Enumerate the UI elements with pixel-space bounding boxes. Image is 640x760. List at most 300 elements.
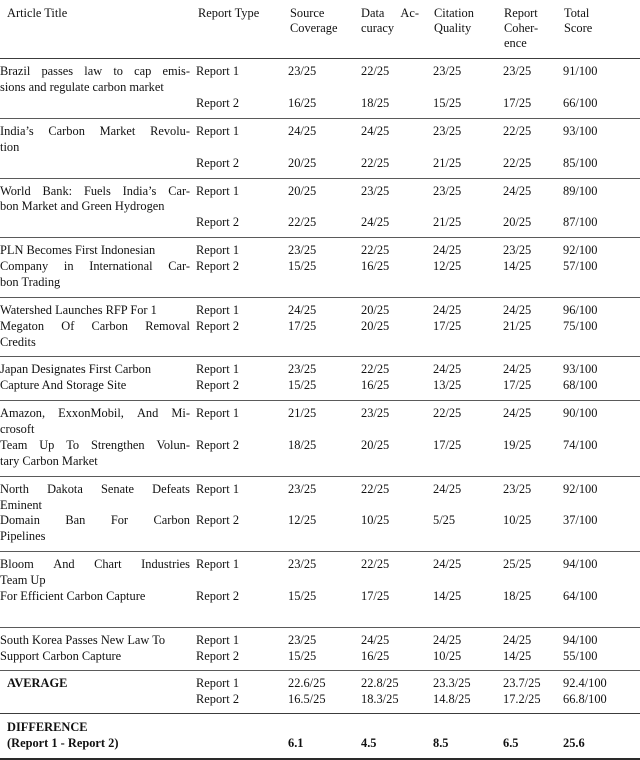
cell-report-coherence	[503, 401, 563, 477]
cell-average-label: AVERAGE	[7, 676, 68, 691]
cell-total-score	[563, 552, 640, 627]
title-word: World	[0, 183, 31, 198]
data-accuracy-spacer	[361, 80, 427, 96]
title-line: bon Market and Green Hydrogen	[0, 199, 165, 214]
cell-article-title	[0, 357, 196, 401]
title-word: Company	[0, 259, 49, 274]
total-score-report1: 93/100	[563, 362, 598, 377]
citation-quality-report2: 12/25	[433, 259, 462, 274]
cell-report-type	[196, 627, 288, 671]
source-coverage-report2: 15/25	[288, 378, 317, 393]
report-type-report2: Report 2	[196, 588, 240, 603]
cell-difference-source-coverage	[288, 714, 361, 758]
source-coverage-report1: 24/25	[288, 123, 317, 138]
report-type-report2: Report 2	[196, 513, 240, 528]
total-score-report1: 92/100	[563, 481, 598, 496]
total-score-report1: 90/100	[563, 406, 598, 421]
total-score-report2: 55/100	[563, 648, 598, 663]
cell-report-coherence	[503, 238, 563, 298]
citation-quality-report2: 17/25	[433, 437, 462, 452]
cell-average-total-score	[563, 671, 640, 714]
cell-article-title	[0, 238, 196, 298]
data-accuracy-report1: 22/25	[361, 557, 390, 572]
cell-article-title	[0, 59, 196, 119]
report-type-report1: Report 1	[196, 557, 240, 572]
average-report-coherence-report2: 17.2/25	[503, 692, 541, 707]
cell-average-report-type	[196, 671, 288, 714]
header-line-2: curacy	[361, 21, 395, 36]
source-coverage-report1: 20/25	[288, 183, 317, 198]
header-line-2: Coher-	[504, 21, 539, 36]
report-coherence-report1: 24/25	[503, 183, 532, 198]
report-coherence-report2: 22/25	[503, 155, 532, 170]
cell-citation-quality	[433, 476, 503, 552]
cell-data-accuracy	[361, 59, 433, 119]
cell-total-score	[563, 59, 640, 119]
cell-average-citation-quality	[433, 671, 503, 714]
data-accuracy-report2: 20/25	[361, 318, 390, 333]
report-coherence-report1: 24/25	[503, 302, 532, 317]
citation-quality-spacer	[433, 573, 497, 589]
title-line: Eminent	[0, 497, 42, 512]
title-word: Removal	[145, 318, 190, 333]
cell-average-source-coverage	[288, 671, 361, 714]
title-word: Up	[39, 437, 55, 452]
data-accuracy-report1: 24/25	[361, 123, 390, 138]
title-word: And	[53, 557, 75, 572]
cell-report-coherence	[503, 118, 563, 178]
report-type-report2: Report 2	[196, 437, 240, 452]
cell-citation-quality	[433, 59, 503, 119]
data-accuracy-report1: 23/25	[361, 183, 390, 198]
report-type-report2: Report 2	[196, 155, 240, 170]
title-word: cap	[134, 64, 152, 79]
report-type-spacer	[196, 422, 282, 438]
source-coverage-report1: 23/25	[288, 481, 317, 496]
cell-source-coverage	[288, 627, 361, 671]
cell-article-title	[0, 178, 196, 238]
total-score-spacer	[563, 422, 634, 438]
data-accuracy-report1: 22/25	[361, 64, 390, 79]
cell-article-title	[0, 627, 196, 671]
report-type-report2: Report 2	[196, 318, 240, 333]
title-word: Defeats	[152, 481, 190, 496]
cell-data-accuracy	[361, 476, 433, 552]
header-line-2: Score	[564, 21, 593, 36]
data-accuracy-report2: 18/25	[361, 96, 390, 111]
difference-total-score-value: 25.6	[563, 736, 585, 751]
header-line-1: Report	[504, 6, 538, 20]
citation-quality-report2: 21/25	[433, 215, 462, 230]
data-accuracy-report2: 16/25	[361, 648, 390, 663]
source-coverage-spacer	[288, 140, 355, 156]
difference-report-coherence-value: 6.5	[503, 736, 519, 751]
report-coherence-report1: 25/25	[503, 557, 532, 572]
column-header-report-coherence	[503, 0, 563, 59]
cell-article-title	[0, 552, 196, 627]
title-word: passes	[41, 64, 74, 79]
cell-report-type	[196, 118, 288, 178]
table-row	[0, 552, 640, 627]
data-accuracy-report1: 22/25	[361, 481, 390, 496]
citation-quality-report2: 21/25	[433, 155, 462, 170]
citation-quality-report1: 24/25	[433, 362, 462, 377]
report-coherence-report1: 24/25	[503, 362, 532, 377]
title-word: Bloom	[0, 557, 34, 572]
source-coverage-spacer	[288, 199, 355, 215]
title-word: Of	[61, 318, 75, 333]
citation-quality-report1: 24/25	[433, 302, 462, 317]
title-word: Carbon	[91, 318, 129, 333]
cell-citation-quality	[433, 357, 503, 401]
cell-report-coherence	[503, 552, 563, 627]
citation-quality-spacer	[433, 199, 497, 215]
source-coverage-report2: 15/25	[288, 588, 317, 603]
title-line: Capture And Storage Site	[0, 378, 127, 393]
report-coherence-report2: 14/25	[503, 259, 532, 274]
citation-quality-report2: 15/25	[433, 96, 462, 111]
cell-report-type	[196, 357, 288, 401]
cell-difference-citation-quality	[433, 714, 503, 758]
title-line: Pipelines	[0, 529, 46, 544]
citation-quality-report1: 23/25	[433, 183, 462, 198]
total-score-report1: 89/100	[563, 183, 598, 198]
report-coherence-report2: 21/25	[503, 318, 532, 333]
report-type-report2: Report 2	[196, 378, 240, 393]
title-word: Mi-	[171, 406, 190, 421]
table-header	[0, 0, 640, 59]
cell-total-score	[563, 238, 640, 298]
title-word: Amazon,	[0, 406, 46, 421]
report-type-report1: Report 1	[196, 123, 240, 138]
cell-total-score	[563, 476, 640, 552]
title-line: Support Carbon Capture	[0, 648, 122, 663]
table-row	[0, 627, 640, 671]
report-type-report2: Report 2	[196, 648, 240, 663]
cell-report-coherence	[503, 178, 563, 238]
title-word: Domain	[0, 513, 40, 528]
title-word: And	[136, 406, 159, 421]
report-type-spacer	[196, 80, 282, 96]
data-accuracy-report2: 16/25	[361, 378, 390, 393]
total-score-report1: 93/100	[563, 123, 598, 138]
title-word: Megaton	[0, 318, 45, 333]
report-coherence-report2: 19/25	[503, 437, 532, 452]
average-total-score-report1: 92.4/100	[563, 676, 607, 691]
data-accuracy-report1: 24/25	[361, 632, 390, 647]
header-line-2: Coverage	[290, 21, 338, 36]
title-word: International	[89, 259, 153, 274]
citation-quality-report2: 10/25	[433, 648, 462, 663]
cell-difference-data-accuracy	[361, 714, 433, 758]
cell-average-report-coherence	[503, 671, 563, 714]
total-score-report1: 96/100	[563, 302, 598, 317]
title-line: PLN Becomes First Indonesian	[0, 243, 156, 258]
title-word: Ban	[65, 513, 86, 528]
data-accuracy-spacer	[361, 573, 427, 589]
title-word: Carbon	[153, 513, 190, 528]
title-line	[0, 184, 190, 200]
cell-citation-quality	[433, 118, 503, 178]
total-score-spacer	[563, 80, 634, 96]
average-report-coherence-report1: 23.7/25	[503, 676, 541, 691]
title-word: Revolu-	[150, 123, 190, 138]
header-line-2: Quality	[434, 21, 472, 36]
cell-article-title	[0, 476, 196, 552]
header-line-1: Total	[564, 6, 590, 20]
report-coherence-report2: 17/25	[503, 96, 532, 111]
source-coverage-report2: 12/25	[288, 513, 317, 528]
title-word: emis-	[162, 64, 190, 79]
table-row	[0, 476, 640, 552]
title-word: Car-	[168, 259, 190, 274]
cell-citation-quality	[433, 238, 503, 298]
source-coverage-report1: 23/25	[288, 64, 317, 79]
data-accuracy-report2: 10/25	[361, 513, 390, 528]
source-coverage-report2: 20/25	[288, 155, 317, 170]
title-word: Dakota	[47, 481, 83, 496]
difference-citation-quality-value: 8.5	[433, 736, 449, 751]
average-citation-quality-report1: 23.3/25	[433, 676, 471, 691]
source-coverage-spacer	[288, 498, 355, 514]
cell-source-coverage	[288, 476, 361, 552]
cell-data-accuracy	[361, 552, 433, 627]
cell-report-type	[196, 178, 288, 238]
title-word: Carbon	[48, 123, 85, 138]
total-score-report2: 75/100	[563, 318, 598, 333]
data-accuracy-spacer	[361, 199, 427, 215]
report-coherence-spacer	[503, 80, 557, 96]
source-coverage-spacer	[288, 573, 355, 589]
total-score-report1: 94/100	[563, 632, 598, 647]
total-score-spacer	[563, 498, 634, 514]
title-line	[0, 513, 190, 529]
cell-article-title	[0, 118, 196, 178]
title-line	[0, 482, 190, 498]
title-line: bon Trading	[0, 274, 61, 289]
report-coherence-report1: 22/25	[503, 123, 532, 138]
report-coherence-spacer	[503, 140, 557, 156]
data-accuracy-report2: 20/25	[361, 437, 390, 452]
column-header-data-accuracy	[361, 0, 433, 59]
title-word: North	[0, 481, 29, 496]
cell-data-accuracy	[361, 357, 433, 401]
table-body	[0, 59, 640, 758]
source-coverage-report2: 17/25	[288, 318, 317, 333]
difference-source-coverage-value: 6.1	[288, 736, 304, 751]
cell-difference-label	[0, 714, 196, 758]
data-accuracy-report1: 20/25	[361, 302, 390, 317]
cell-source-coverage	[288, 401, 361, 477]
data-accuracy-report2: 17/25	[361, 588, 390, 603]
title-line	[0, 64, 190, 80]
cell-report-type	[196, 297, 288, 357]
average-source-coverage-report1: 22.6/25	[288, 676, 326, 691]
title-word: Fuels	[83, 183, 111, 198]
total-score-report1: 94/100	[563, 557, 598, 572]
data-accuracy-report2: 22/25	[361, 155, 390, 170]
report-coherence-report1: 23/25	[503, 481, 532, 496]
total-score-report1: 92/100	[563, 243, 598, 258]
citation-quality-report1: 24/25	[433, 557, 462, 572]
average-citation-quality-report2: 14.8/25	[433, 692, 471, 707]
data-accuracy-report1: 23/25	[361, 406, 390, 421]
title-word: law	[84, 64, 103, 79]
cell-citation-quality	[433, 627, 503, 671]
citation-quality-report1: 24/25	[433, 632, 462, 647]
report-coherence-report1: 24/25	[503, 406, 532, 421]
report-type-report1: Report 1	[196, 406, 240, 421]
cell-data-accuracy	[361, 401, 433, 477]
title-word: Brazil	[0, 64, 31, 79]
report-coherence-report2: 20/25	[503, 215, 532, 230]
table-row	[0, 357, 640, 401]
source-coverage-report1: 23/25	[288, 243, 317, 258]
title-word: Team	[0, 437, 28, 452]
report-coherence-report1: 23/25	[503, 64, 532, 79]
cell-report-coherence	[503, 297, 563, 357]
total-score-report2: 66/100	[563, 96, 598, 111]
cell-difference-report-type	[196, 714, 288, 758]
report-type-report2: Report 2	[196, 259, 240, 274]
table-row	[0, 238, 640, 298]
total-score-report2: 87/100	[563, 215, 598, 230]
cell-report-coherence	[503, 59, 563, 119]
title-word: Chart	[94, 557, 122, 572]
report-type-report1: Report 1	[196, 362, 240, 377]
cell-report-coherence	[503, 476, 563, 552]
source-coverage-report1: 23/25	[288, 362, 317, 377]
cell-article-title	[0, 297, 196, 357]
table-row	[0, 178, 640, 238]
report-coherence-report2: 17/25	[503, 378, 532, 393]
cell-total-score	[563, 118, 640, 178]
title-word: For	[110, 513, 129, 528]
data-accuracy-report1: 22/25	[361, 362, 390, 377]
data-accuracy-report1: 22/25	[361, 243, 390, 258]
title-line: crosoft	[0, 422, 35, 437]
citation-quality-report1: 23/25	[433, 64, 462, 79]
title-line-spacer	[0, 605, 190, 621]
data-accuracy-spacer	[361, 422, 427, 438]
cell-data-accuracy	[361, 178, 433, 238]
report-coherence-spacer	[503, 573, 557, 589]
total-score-spacer	[563, 573, 634, 589]
cell-total-score	[563, 401, 640, 477]
cell-source-coverage	[288, 357, 361, 401]
citation-quality-report2: 14/25	[433, 588, 462, 603]
title-word: Bank:	[42, 183, 73, 198]
cell-total-score	[563, 178, 640, 238]
column-header-source-coverage	[288, 0, 361, 59]
cell-difference-total-score	[563, 714, 640, 758]
cell-report-coherence	[503, 357, 563, 401]
report-type-report2: Report 2	[196, 96, 240, 111]
cell-total-score	[563, 357, 640, 401]
table-row	[0, 401, 640, 477]
source-coverage-report2: 15/25	[288, 259, 317, 274]
cell-citation-quality	[433, 552, 503, 627]
report-type-report1: Report 1	[196, 243, 240, 258]
cell-report-type	[196, 401, 288, 477]
title-word: Car-	[168, 183, 190, 198]
difference-label-line1: DIFFERENCE	[7, 720, 88, 735]
average-row	[0, 671, 640, 714]
table-row	[0, 59, 640, 119]
title-line	[0, 319, 190, 335]
report-type-report1: Report 1	[196, 183, 240, 198]
cell-data-accuracy	[361, 627, 433, 671]
cell-data-accuracy	[361, 297, 433, 357]
title-line: sions and regulate carbon market	[0, 80, 164, 95]
title-word: India’s	[122, 183, 157, 198]
cell-average-data-accuracy	[361, 671, 433, 714]
title-line	[0, 438, 190, 454]
cell-source-coverage	[288, 118, 361, 178]
total-score-report2: 37/100	[563, 513, 598, 528]
source-coverage-spacer	[288, 422, 355, 438]
title-word: Volun-	[156, 437, 190, 452]
title-line: Team Up	[0, 573, 46, 588]
report-type-spacer	[196, 199, 282, 215]
report-coherence-report2: 18/25	[503, 588, 532, 603]
column-header-article-title: Article Title	[7, 6, 68, 20]
header-line-1: Citation	[434, 6, 474, 20]
citation-quality-report2: 5/25	[433, 513, 456, 528]
citation-quality-report2: 13/25	[433, 378, 462, 393]
total-score-report1: 91/100	[563, 64, 598, 79]
cell-source-coverage	[288, 552, 361, 627]
cell-citation-quality	[433, 178, 503, 238]
title-line	[0, 124, 190, 140]
cell-citation-quality	[433, 297, 503, 357]
source-coverage-report1: 23/25	[288, 632, 317, 647]
cell-source-coverage	[288, 178, 361, 238]
header-row	[0, 0, 640, 59]
cell-report-type	[196, 476, 288, 552]
citation-quality-report1: 23/25	[433, 123, 462, 138]
total-score-report2: 74/100	[563, 437, 598, 452]
report-coherence-report2: 14/25	[503, 648, 532, 663]
cell-article-title	[0, 401, 196, 477]
title-line: For Efficient Carbon Capture	[0, 588, 146, 603]
total-score-report2: 68/100	[563, 378, 598, 393]
source-coverage-report1: 21/25	[288, 406, 317, 421]
data-accuracy-report2: 16/25	[361, 259, 390, 274]
average-report-type-report2: Report 2	[196, 692, 240, 707]
source-coverage-report2: 22/25	[288, 215, 317, 230]
report-type-spacer	[196, 498, 282, 514]
total-score-report2: 85/100	[563, 155, 598, 170]
citation-quality-spacer	[433, 140, 497, 156]
title-word: to	[113, 64, 123, 79]
data-accuracy-spacer	[361, 498, 427, 514]
report-type-report1: Report 1	[196, 64, 240, 79]
total-score-report2: 64/100	[563, 588, 598, 603]
source-coverage-spacer	[288, 80, 355, 96]
title-line	[0, 557, 190, 573]
average-source-coverage-report2: 16.5/25	[288, 692, 326, 707]
cell-citation-quality	[433, 401, 503, 477]
report-coherence-spacer	[503, 498, 557, 514]
cell-report-type	[196, 238, 288, 298]
citation-quality-spacer	[433, 498, 497, 514]
cell-report-type	[196, 59, 288, 119]
title-line	[0, 259, 190, 275]
title-word: Senate	[100, 481, 135, 496]
source-coverage-report1: 24/25	[288, 302, 317, 317]
column-header-citation-quality	[433, 0, 503, 59]
